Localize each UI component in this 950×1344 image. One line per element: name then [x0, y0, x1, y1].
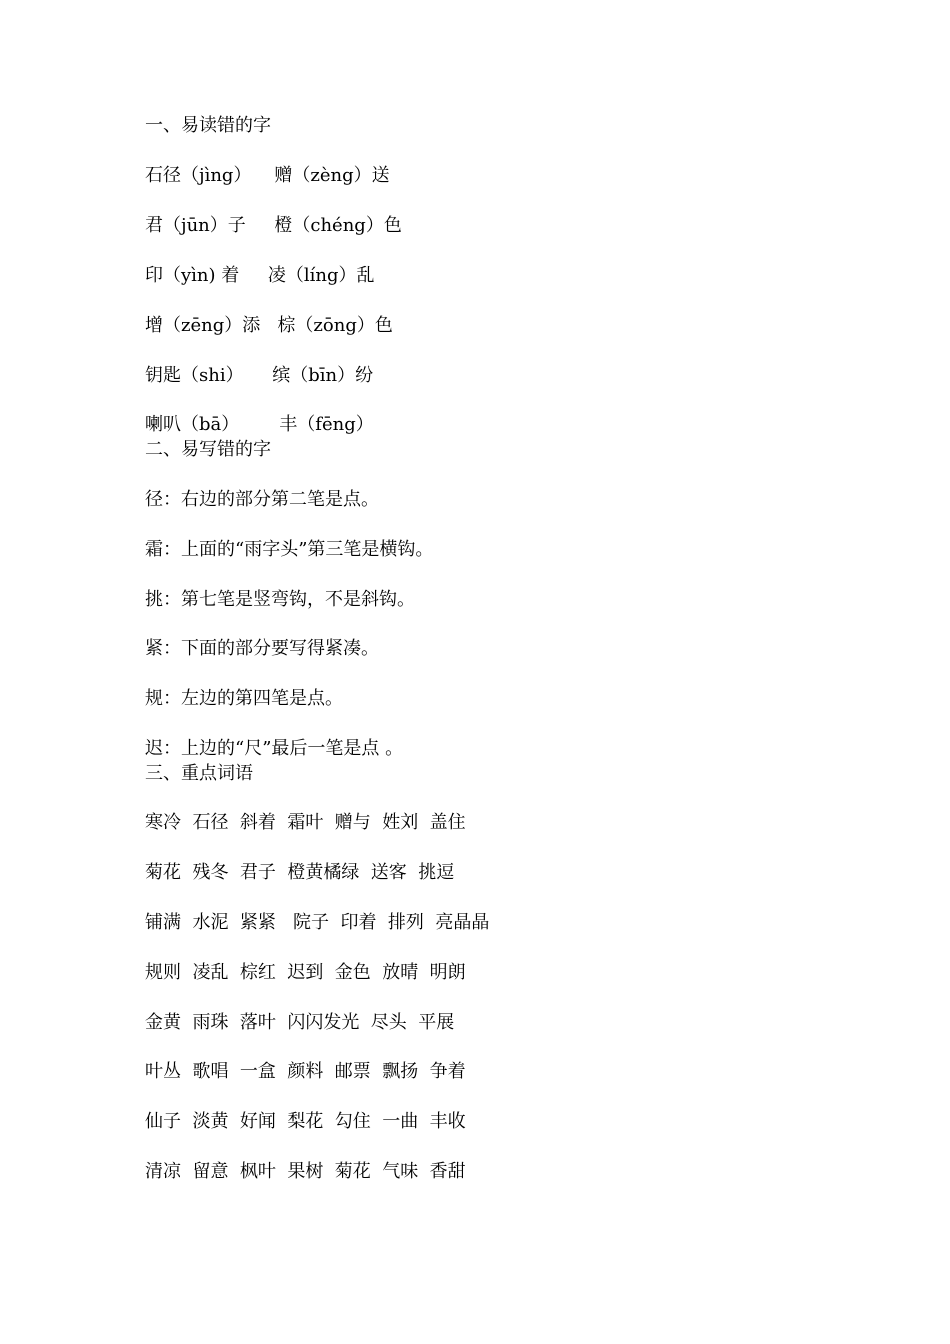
section-3-line-2: 菊花 残冬 君子 橙黄橘绿 送客 挑逗	[145, 862, 455, 883]
section-1-line-2: 君（jūn）子 橙（chéng）色	[145, 215, 402, 236]
section-3-line-6: 叶丛 歌唱 一盒 颜料 邮票 飘扬 争着	[145, 1061, 466, 1082]
section-1-heading: 一、易读错的字	[145, 115, 271, 136]
section-1-line-5: 钥匙（shi） 缤（bīn）纷	[145, 365, 374, 386]
section-2-heading: 二、易写错的字	[145, 439, 271, 460]
section-1-line-4: 增（zēng）添 棕（zōng）色	[145, 315, 393, 336]
section-2-line-1: 径：右边的部分第二笔是点。	[145, 489, 379, 510]
section-3-line-3: 铺满 水泥 紧紧 院子 印着 排列 亮晶晶	[145, 912, 490, 933]
section-1-line-6: 喇叭（bā） 丰（fēng）	[145, 414, 374, 435]
section-3-line-5: 金黄 雨珠 落叶 闪闪发光 尽头 平展	[145, 1012, 455, 1033]
section-2-line-5: 规：左边的第四笔是点。	[145, 688, 343, 709]
section-1-line-3: 印（yìn) 着 凌（líng）乱	[145, 265, 375, 286]
section-2-line-6: 迟：上边的“尺”最后一笔是点 。	[145, 738, 404, 759]
section-1-line-1: 石径（jìng） 赠（zèng）送	[145, 165, 390, 186]
section-3-line-1: 寒冷 石径 斜着 霜叶 赠与 姓刘 盖住	[145, 812, 466, 833]
section-3-line-7: 仙子 淡黄 好闻 梨花 勾住 一曲 丰收	[145, 1111, 466, 1132]
section-2-line-4: 紧：下面的部分要写得紧凑。	[145, 638, 379, 659]
section-2-line-2: 霜：上面的“雨字头”第三笔是横钩。	[145, 539, 434, 560]
section-3-line-8: 清凉 留意 枫叶 果树 菊花 气味 香甜	[145, 1161, 466, 1182]
section-2-line-3: 挑：第七笔是竖弯钩，不是斜钩。	[145, 589, 415, 610]
section-3-heading: 三、重点词语	[145, 763, 253, 784]
section-3-line-4: 规则 凌乱 棕红 迟到 金色 放晴 明朗	[145, 962, 466, 983]
